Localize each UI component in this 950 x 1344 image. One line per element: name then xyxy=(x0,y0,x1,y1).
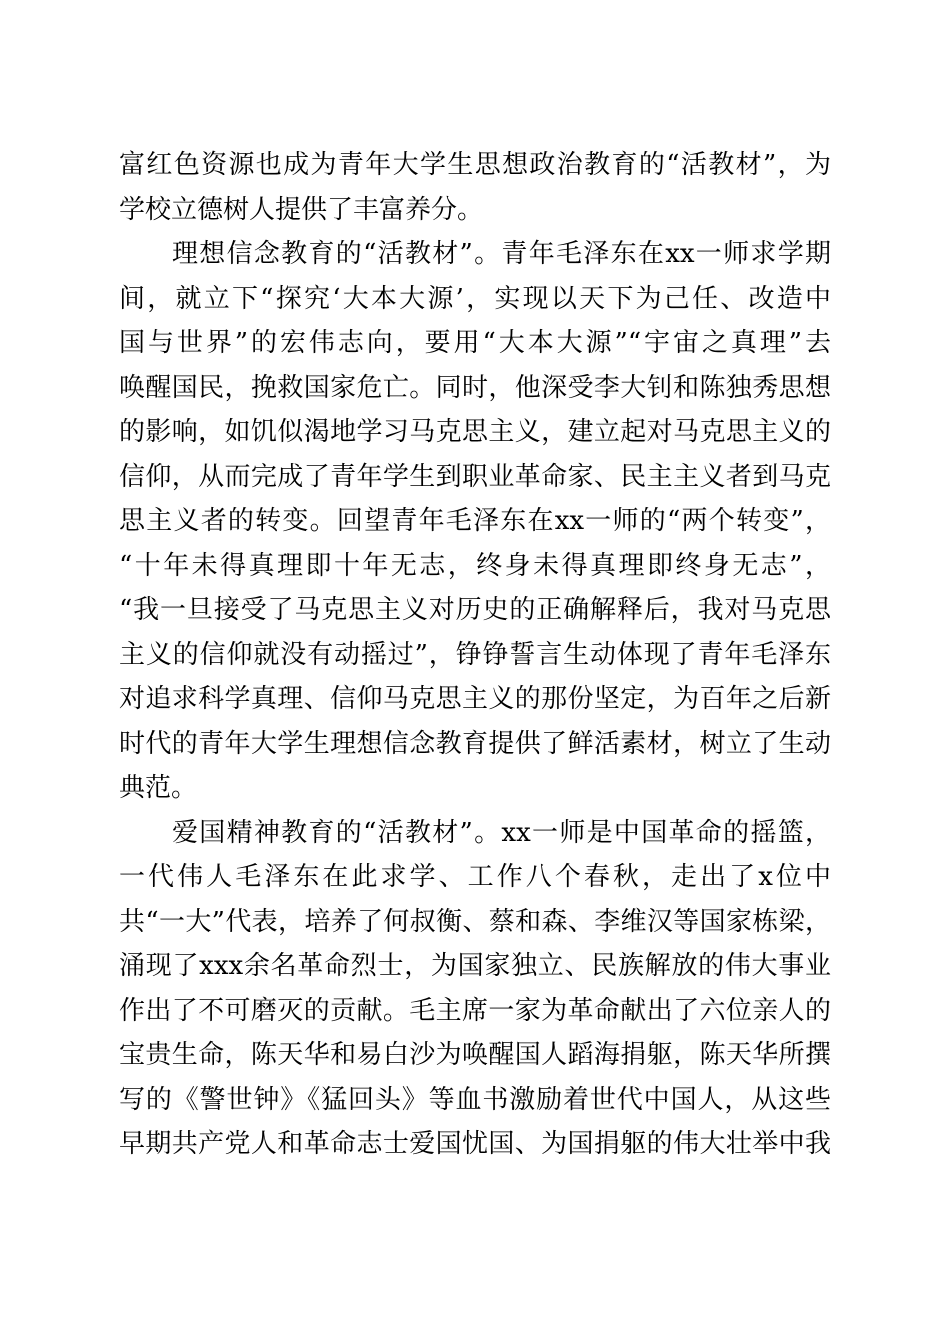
text-line: 一代伟人毛泽东在此求学、工作八个春秋，走出了x位中 xyxy=(119,862,831,892)
text-line: 爱国精神教育的“活教材”。xx一师是中国革命的摇篮， xyxy=(172,817,831,848)
text-line: “我一旦接受了马克思主义对历史的正确解释后，我对马克思 xyxy=(119,595,831,625)
text-line: 信仰，从而完成了青年学生到职业革命家、民主主义者到马克 xyxy=(119,461,831,492)
text-line: 唤醒国民，挽救国家危亡。同时，他深受李大钊和陈独秀思想 xyxy=(119,372,831,403)
text-line: 共“一大”代表，培养了何叔衡、蔡和森、李维汉等国家栋梁， xyxy=(119,906,831,937)
text-line: 理想信念教育的“活教材”。青年毛泽东在xx一师求学期 xyxy=(172,239,831,269)
text-line: 作出了不可磨灭的贡献。毛主席一家为革命献出了六位亲人的 xyxy=(119,995,831,1026)
text-line: 写的《警世钟》《猛回头》等血书激励着世代中国人，从这些 xyxy=(119,1084,831,1115)
text-line: 时代的青年大学生理想信念教育提供了鲜活素材，树立了生动 xyxy=(119,728,831,759)
text-line: 国与世界”的宏伟志向，要用“大本大源”“宇宙之真理”去 xyxy=(119,328,831,358)
text-line: 典范。 xyxy=(119,773,198,803)
text-line: 的影响，如饥似渴地学习马克思主义，建立起对马克思主义的 xyxy=(119,417,831,447)
text-line: 间，就立下“探究‘大本大源’，实现以天下为己任、改造中 xyxy=(119,283,831,314)
text-line: 思主义者的转变。回望青年毛泽东在xx一师的“两个转变”， xyxy=(119,506,831,536)
text-line: 宝贵生命，陈天华和易白沙为唤醒国人蹈海捐躯，陈天华所撰 xyxy=(119,1040,831,1070)
text-line: “十年未得真理即十年无志，终身未得真理即终身无志”， xyxy=(119,550,831,581)
text-line: 富红色资源也成为青年大学生思想政治教育的“活教材”，为 xyxy=(119,150,831,180)
text-line: 涌现了xxx余名革命烈士，为国家独立、民族解放的伟大事业 xyxy=(119,951,831,981)
text-line: 早期共产党人和革命志士爱国忧国、为国捐躯的伟大壮举中我 xyxy=(119,1129,831,1159)
text-line: 学校立德树人提供了丰富养分。 xyxy=(119,194,484,225)
body-text xyxy=(119,143,831,1167)
text-line: 主义的信仰就没有动摇过”，铮铮誓言生动体现了青年毛泽东 xyxy=(119,639,831,670)
text-line: 对追求科学真理、信仰马克思主义的那份坚定，为百年之后新 xyxy=(119,684,831,714)
